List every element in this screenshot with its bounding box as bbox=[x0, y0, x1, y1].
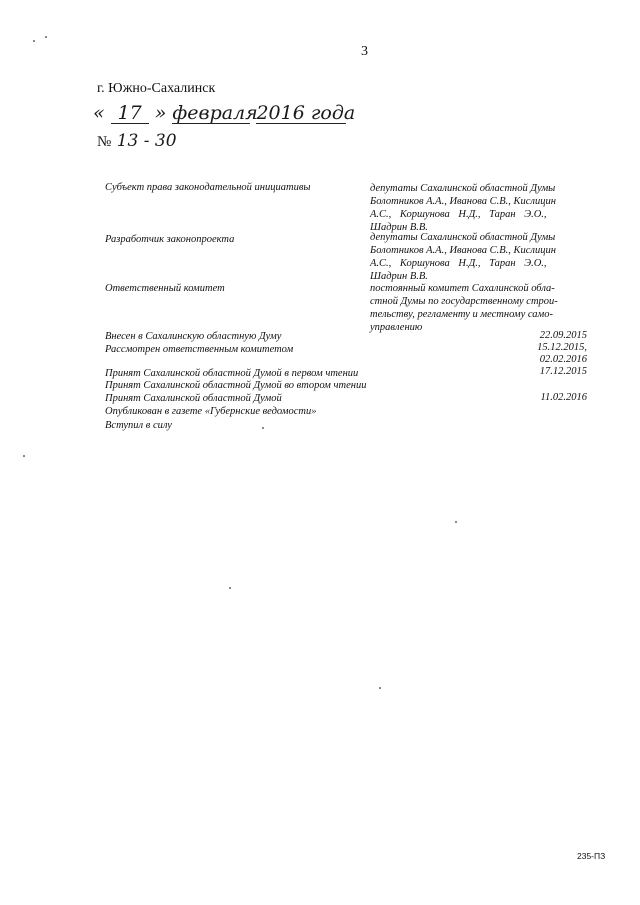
event-first-reading: Принят Сахалинской областной Думой в первом чтении bbox=[105, 368, 359, 379]
date-month: февраля bbox=[172, 102, 258, 124]
event-first-reading-date: 17.12.2015 bbox=[539, 366, 587, 377]
value-line: Шадрин В.В. bbox=[370, 222, 428, 233]
event-second-reading: Принят Сахалинской областной Думой во втором чтении bbox=[105, 380, 367, 391]
value-developer bbox=[370, 231, 588, 283]
scan-speck bbox=[455, 521, 457, 523]
value-line: депутаты Сахалинской областной Думы bbox=[370, 232, 556, 243]
event-in-force: Вступил в силу bbox=[105, 420, 172, 431]
value-line: депутаты Сахалинской областной Думы bbox=[370, 183, 556, 194]
scan-speck bbox=[229, 587, 231, 589]
date-open-quote: « bbox=[93, 102, 105, 124]
value-responsible-committee bbox=[370, 282, 588, 334]
city-name: г. Южно-Сахалинск bbox=[97, 81, 216, 96]
scan-speck bbox=[45, 36, 47, 38]
event-committee-review-date-2: 02.02.2016 bbox=[539, 354, 587, 365]
value-line: А.С., Коршунова Н.Д., Таран Э.О., bbox=[370, 209, 547, 220]
event-published: Опубликован в газете «Губернские ведомости» bbox=[105, 406, 317, 417]
document-number bbox=[97, 131, 177, 151]
value-line: А.С., Коршунова Н.Д., Таран Э.О., bbox=[370, 258, 547, 269]
value-line: управлению bbox=[370, 322, 423, 333]
event-submitted: Внесен в Сахалинскую областную Думу bbox=[105, 331, 282, 342]
number-sign: № bbox=[97, 134, 112, 150]
value-line: Шадрин В.В. bbox=[370, 271, 428, 282]
value-line: Болотников А.А., Иванова С.В., Кислицин bbox=[370, 245, 556, 256]
value-line: Болотников А.А., Иванова С.В., Кислицин bbox=[370, 196, 556, 207]
scan-speck bbox=[33, 40, 35, 42]
label-initiative-subject: Субъект права законодательной инициативы bbox=[105, 182, 311, 193]
value-initiative-subject bbox=[370, 182, 588, 234]
page-number: 3 bbox=[361, 44, 368, 59]
event-submitted-date: 22.09.2015 bbox=[539, 330, 587, 341]
value-line: стной Думы по государственному строи- bbox=[370, 296, 558, 307]
label-developer: Разработчик законопроекта bbox=[105, 234, 235, 245]
scan-speck bbox=[262, 427, 264, 429]
value-line: постоянный комитет Сахалинской обла- bbox=[370, 283, 555, 294]
scan-speck bbox=[379, 687, 381, 689]
value-line: тельству, регламенту и местному само- bbox=[370, 309, 554, 320]
document-date bbox=[93, 102, 356, 124]
date-year: 2016 года bbox=[256, 102, 356, 124]
date-day: 17 bbox=[111, 103, 149, 124]
event-adopted-date: 11.02.2016 bbox=[540, 392, 587, 403]
event-adopted: Принят Сахалинской областной Думой bbox=[105, 393, 282, 404]
label-responsible-committee: Ответственный комитет bbox=[105, 283, 225, 294]
document-code: 235-ПЗ bbox=[577, 851, 606, 861]
event-committee-review: Рассмотрен ответственным комитетом bbox=[105, 344, 294, 355]
number-value: 13 - 30 bbox=[116, 131, 177, 151]
scan-speck bbox=[23, 455, 25, 457]
date-close-quote: » bbox=[154, 102, 167, 124]
event-committee-review-date-1: 15.12.2015, bbox=[537, 342, 587, 353]
